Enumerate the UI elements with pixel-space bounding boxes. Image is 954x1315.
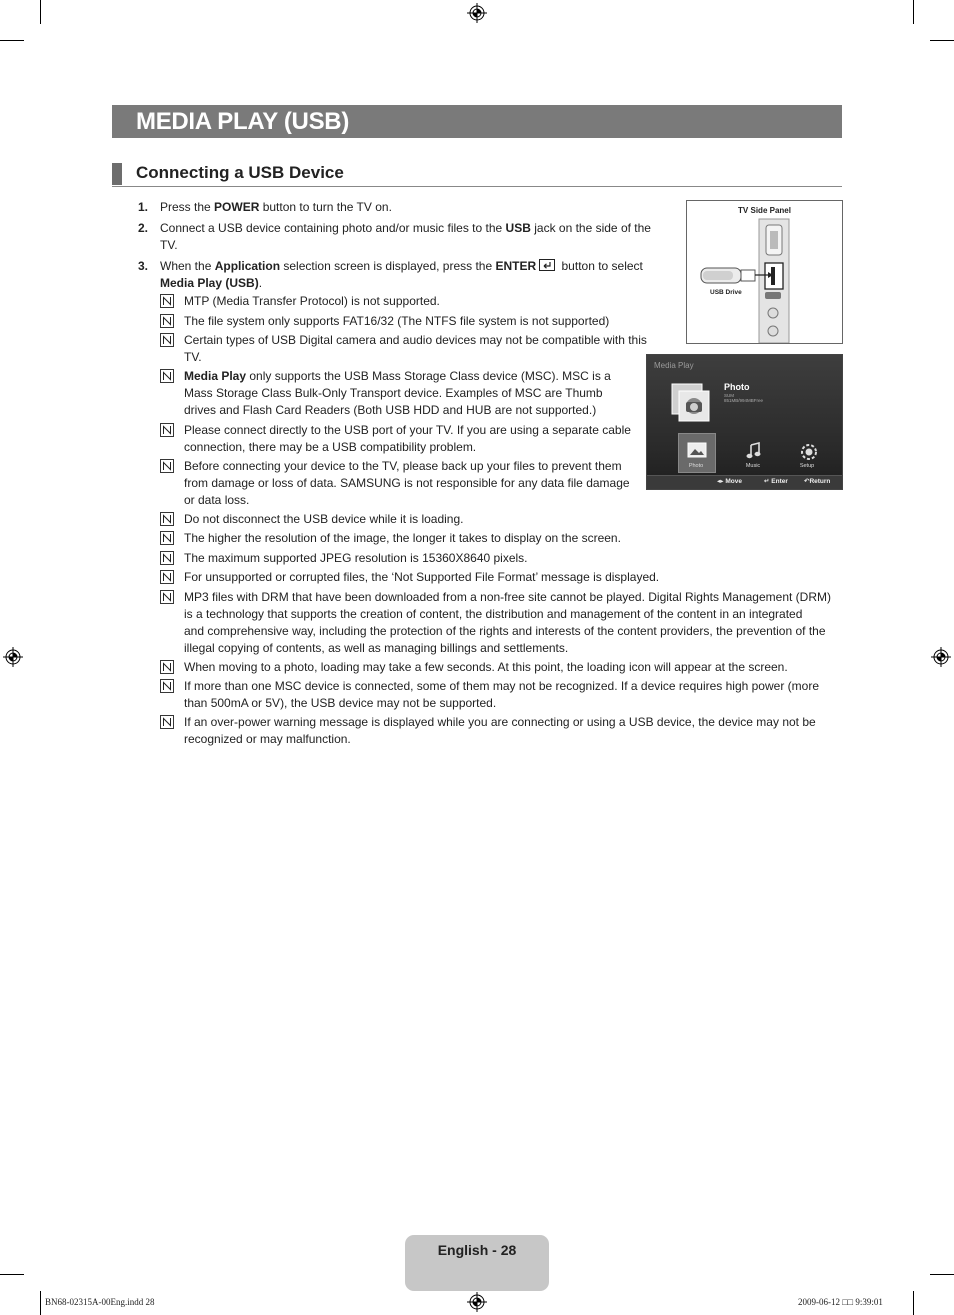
step-text: Connect a USB device containing photo and/or music files to the USB jack on the side of the TV. [160,221,651,252]
photo-icon [687,442,707,458]
page-number-tab [405,1235,549,1291]
note-icon [160,715,174,729]
note-text: Media Play only supports the USB Mass Storage Class device (MSC). MSC is a Mass Storage Class Bulk-Only Transport device. Examples of MSC are Thumb drives and Flash Card Readers (Both USB HDD and HUB are not supported.) [184,369,611,417]
note-icon [160,590,174,604]
file-slug: BN68-02315A-00Eng.indd 28 [45,1297,155,1307]
step-text: When the Application selection screen is displayed, press the ENTER button to select Media Play (USB). [160,259,643,290]
crop-mark [913,0,914,24]
crop-mark [930,40,954,41]
note-icon [160,314,174,328]
tv-side-panel-illustration [687,215,842,343]
note-text: MP3 files with DRM that have been downloaded from a non-free site cannot be played. Digital Rights Management (DRM) is a technology that supports the creation of content, the distribution and management of the content in an integrated and comprehensive way, including the protection of the rights and interests of the content providers, the prevention of the illegal copying of contents, as well as managing billings and settlements. [184,590,831,655]
page-number: English - 28 [437,1242,517,1258]
music-icon[interactable] [746,442,762,460]
note-icon [160,294,174,308]
note-icon [160,570,174,584]
enter-hint: ↵ Enter [764,478,788,485]
title-banner [112,105,842,138]
crop-mark [913,1291,914,1315]
selected-category-title: Photo [724,382,750,392]
diagram-title: TV Side Panel [738,206,791,215]
crop-mark [0,40,24,41]
crop-mark [40,0,41,24]
move-arrows-icon: ◂▸ [717,478,724,485]
setup-tile-label: Setup [799,463,815,469]
note-text: Do not disconnect the USB device while it is loading. [184,512,464,526]
step-number: 3. [138,259,149,273]
photo-stack-icon [669,382,715,428]
note-text: If more than one MSC device is connected, some of them may not be recognized. If a device requires high power (more than 500mA or 5V), the USB device may not be supported. [184,679,819,710]
date-slug: 2009-06-12 □□ 9:39:01 [798,1297,883,1307]
tv-side-panel-diagram [686,200,843,344]
media-play-header: Media Play [654,361,694,370]
enter-icon: ↵ [764,478,770,485]
note-text: For unsupported or corrupted files, the ‘Not Supported File Format’ message is displayed. [184,570,660,584]
note-icon [160,531,174,545]
step-number: 1. [138,200,149,214]
media-play-nav-bar [647,475,842,490]
move-hint: ◂▸ Move [717,478,742,485]
setup-icon[interactable] [800,441,818,461]
note-text: Certain types of USB Digital camera and audio devices may not be compatible with this TV. [184,333,647,364]
section-divider [112,186,842,187]
note-icon [160,660,174,674]
note-icon [160,369,174,383]
registration-mark-icon [467,1292,487,1312]
enter-key-icon [539,259,555,271]
section-title: Connecting a USB Device [136,163,344,182]
crop-mark [930,1274,954,1275]
note-text: The maximum supported JPEG resolution is 15360X8640 pixels. [184,551,528,565]
note-icon [160,551,174,565]
note-icon [160,333,174,347]
music-tile-label: Music [745,463,761,469]
note-icon [160,679,174,693]
note-text: Please connect directly to the USB port of your TV. If you are using a separate cable connection, there may be a USB compatibility problem. [184,423,631,454]
note-icon [160,423,174,437]
step-text: Press the POWER button to turn the TV on. [160,200,392,214]
note-text: If an over-power warning message is displayed while you are connecting or using a USB device, the device may not be recognized or may malfunction. [184,715,816,746]
note-text: MTP (Media Transfer Protocol) is not supported. [184,294,440,308]
usb-drive-label: USB Drive [710,289,742,296]
registration-mark-icon [931,647,951,667]
return-icon: ↶ [804,478,810,485]
section-marker [112,163,122,185]
photo-tile-label: Photo [688,463,704,469]
registration-mark-icon [467,3,487,23]
crop-mark [40,1291,41,1315]
note-text: When moving to a photo, loading may take a few seconds. At this point, the loading icon will appear at the screen. [184,660,788,674]
registration-mark-icon [3,647,23,667]
note-icon [160,512,174,526]
note-text: The file system only supports FAT16/32 (The NTFS file system is not supported) [184,314,610,328]
note-text: The higher the resolution of the image, the longer it takes to display on the screen. [184,531,621,545]
media-play-screenshot [646,354,843,490]
note-icon [160,459,174,473]
step-number: 2. [138,221,149,235]
return-hint: ↶Return [804,478,831,485]
page-title: MEDIA PLAY (USB) [136,108,350,135]
note-text: Before connecting your device to the TV, please back up your files to prevent them from damage or loss of data. SAMSUNG is not responsible for any data file damage or data loss. [184,459,630,507]
storage-info: SUM 851MB/994MBFree [724,393,764,403]
crop-mark [0,1274,24,1275]
